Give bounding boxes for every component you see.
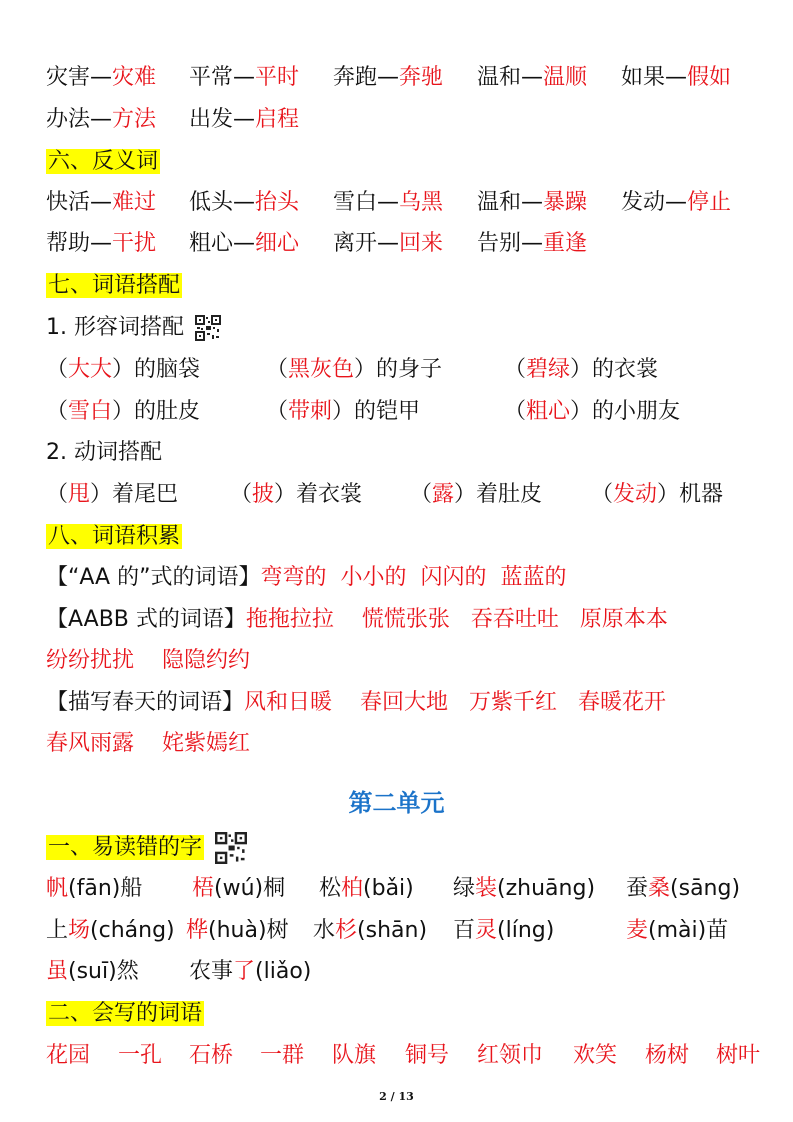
text-span: 弯弯的 小小的 闪闪的 蓝蓝的 (260, 565, 567, 590)
word-item: 一孔 (118, 1043, 163, 1068)
text-span: 树 (266, 918, 289, 943)
word-item (186, 915, 289, 947)
text-span: 粗心— (189, 231, 256, 256)
text-span: 麦 (626, 918, 649, 943)
word-item: （黑灰色）的身子 (266, 357, 443, 382)
text-span: 梧 (192, 876, 215, 901)
accumulation-spring-2 (46, 728, 250, 760)
text-span: 的肚皮 (134, 399, 201, 424)
text-span: (liǎo) (255, 959, 312, 984)
word-item (46, 228, 156, 260)
accumulation-aabb (46, 604, 668, 636)
text-span: 的身子 (376, 357, 443, 382)
pair: 如果—假如 (621, 65, 732, 90)
text-span: 松 (319, 876, 342, 901)
text-span: (wú) (214, 876, 264, 901)
section-heading-accumulation: 八、词语积累 (48, 524, 181, 549)
word-item (46, 873, 142, 905)
text-span: 的衣裳 (592, 357, 659, 382)
text-span: (suī) (68, 959, 117, 984)
text-span: 水 (313, 918, 336, 943)
word-item (453, 915, 554, 947)
text-span: 了 (233, 959, 256, 984)
word-item (453, 873, 595, 905)
page-number: 2 / 13 (379, 1090, 414, 1103)
text-span: 【AABB 式的词语】 (46, 607, 246, 632)
text-span: 的铠甲 (354, 399, 421, 424)
text-span: 露 (432, 482, 455, 507)
text-span: 农事 (189, 959, 234, 984)
pair: 平常—平时 (189, 65, 300, 90)
word-item (621, 187, 731, 219)
section-heading-misread: 一、易读错的字 (46, 830, 247, 866)
text-span: 蚕 (626, 876, 649, 901)
word-item (46, 915, 175, 947)
word-item (477, 228, 587, 260)
text-span: 发动 (613, 482, 658, 507)
text-span: 重逢 (543, 231, 588, 256)
text-span: 上 (46, 918, 69, 943)
word-item: （带刺）的铠甲 (266, 399, 421, 424)
section-heading-antonyms: 六、反义词 (48, 149, 159, 174)
text-span: 然 (116, 959, 139, 984)
text-span: 披 (252, 482, 275, 507)
text-span: 甩 (68, 482, 91, 507)
word-item (192, 873, 285, 905)
accumulation-aa (46, 562, 566, 594)
text-span: 【描写春天的词语】 (46, 690, 245, 715)
pair: 奔跑—奔驰 (333, 65, 444, 90)
word-item (189, 187, 299, 219)
word-item: （大大）的脑袋 (46, 357, 201, 382)
text-span: (cháng) (90, 918, 175, 943)
text-span: 春风雨露 姹紫嫣红 (46, 731, 250, 756)
text-span: 机器 (679, 482, 724, 507)
word-item: （碧绿）的衣裳 (504, 357, 659, 382)
text-span: (huà) (208, 918, 267, 943)
text-span: 场 (68, 918, 91, 943)
text-span: 帮助— (46, 231, 113, 256)
text-span: 灵 (475, 918, 498, 943)
text-span: 着衣裳 (296, 482, 363, 507)
text-span: (fān) (68, 876, 121, 901)
text-span: 船 (120, 876, 143, 901)
text-span: 拖拖拉拉 慌慌张张 吞吞吐吐 原原本本 (245, 607, 668, 632)
word-item: 一群 (260, 1043, 305, 1068)
text-span: (shān) (357, 918, 428, 943)
text-span: 发动— (621, 190, 688, 215)
sub-heading-adjective: 1. 形容词搭配 (46, 312, 221, 344)
text-span: 柏 (341, 876, 364, 901)
text-span: 粗心 (526, 399, 571, 424)
text-span: 温和— (477, 190, 544, 215)
text-span: 告别— (477, 231, 544, 256)
word-item: （甩）着尾巴 (46, 482, 179, 507)
word-item (189, 228, 299, 260)
text-span: 碧绿 (526, 357, 571, 382)
text-span: 黑灰色 (288, 357, 355, 382)
text-span: 帆 (46, 876, 69, 901)
text-span: 难过 (112, 190, 157, 215)
pair: 出发—启程 (189, 107, 300, 132)
text-span: 快活— (46, 190, 113, 215)
text-span: 纷纷扰扰 隐隐约约 (46, 648, 250, 673)
text-span: (mài) (648, 918, 707, 943)
text-span: 抬头 (255, 190, 300, 215)
text-span: 的小朋友 (592, 399, 681, 424)
word-item: 花园 (46, 1043, 91, 1068)
accumulation-spring (46, 687, 666, 719)
word-item: 队旗 (332, 1043, 377, 1068)
word-item: 红领巾 (477, 1043, 544, 1068)
word-item (333, 228, 443, 260)
text-span: 离开— (333, 231, 400, 256)
sub-heading-verb: 2. 动词搭配 (46, 440, 162, 465)
text-span: 桐 (263, 876, 286, 901)
word-item (189, 956, 311, 988)
section-heading-collocation: 七、词语搭配 (48, 273, 181, 298)
text-span: 【“AA 的”式的词语】 (46, 565, 261, 590)
text-span: 暴躁 (543, 190, 588, 215)
word-item: （发动）机器 (591, 482, 724, 507)
word-item (626, 873, 740, 905)
word-item: （雪白）的肚皮 (46, 399, 201, 424)
text-span: 绿 (453, 876, 476, 901)
text-span: 雪白— (333, 190, 400, 215)
text-span: 低头— (189, 190, 256, 215)
word-item (333, 187, 443, 219)
pair: 办法—方法 (46, 107, 157, 132)
text-span: 停止 (687, 190, 732, 215)
qr-code-icon (195, 315, 221, 341)
text-span: (zhuāng) (497, 876, 596, 901)
text-span: 细心 (255, 231, 300, 256)
pair: 灾害—灾难 (46, 65, 157, 90)
word-item (313, 915, 427, 947)
text-span: 雪白 (68, 399, 113, 424)
text-span: 杉 (335, 918, 358, 943)
text-span: 的脑袋 (134, 357, 201, 382)
pair: 温和—温顺 (477, 65, 588, 90)
text-span: (líng) (497, 918, 555, 943)
text-span: 苗 (706, 918, 729, 943)
word-item: 杨树 (645, 1043, 690, 1068)
text-span: (bǎi) (363, 876, 414, 901)
text-span: 着肚皮 (476, 482, 543, 507)
text-span: 着尾巴 (112, 482, 179, 507)
word-item: 石桥 (189, 1043, 234, 1068)
unit-title: 第二单元 (348, 788, 445, 817)
word-item (477, 187, 587, 219)
qr-code-icon (215, 832, 247, 864)
text-span: 乌黑 (399, 190, 444, 215)
text-span: 桦 (186, 918, 209, 943)
text-span: 百 (453, 918, 476, 943)
word-item (46, 956, 139, 988)
section-heading-writing-words: 二、会写的词语 (48, 1001, 203, 1026)
text-span: 回来 (399, 231, 444, 256)
text-span: 大大 (68, 357, 113, 382)
text-span: 干扰 (112, 231, 157, 256)
word-item: （披）着衣裳 (230, 482, 363, 507)
text-span: 虽 (46, 959, 69, 984)
accumulation-aabb-2 (46, 645, 250, 677)
text-span: 桑 (648, 876, 671, 901)
text-span: 装 (475, 876, 498, 901)
word-item (626, 915, 728, 947)
word-item: 树叶 (716, 1043, 761, 1068)
word-item (46, 187, 156, 219)
word-item: 欢笑 (573, 1043, 618, 1068)
text-span: 风和日暖 春回大地 万紫千红 春暖花开 (244, 690, 666, 715)
word-item: （粗心）的小朋友 (504, 399, 681, 424)
text-span: (sāng) (670, 876, 741, 901)
text-span: 带刺 (288, 399, 333, 424)
word-item: （露）着肚皮 (410, 482, 543, 507)
word-item (319, 873, 414, 905)
word-item: 铜号 (405, 1043, 450, 1068)
